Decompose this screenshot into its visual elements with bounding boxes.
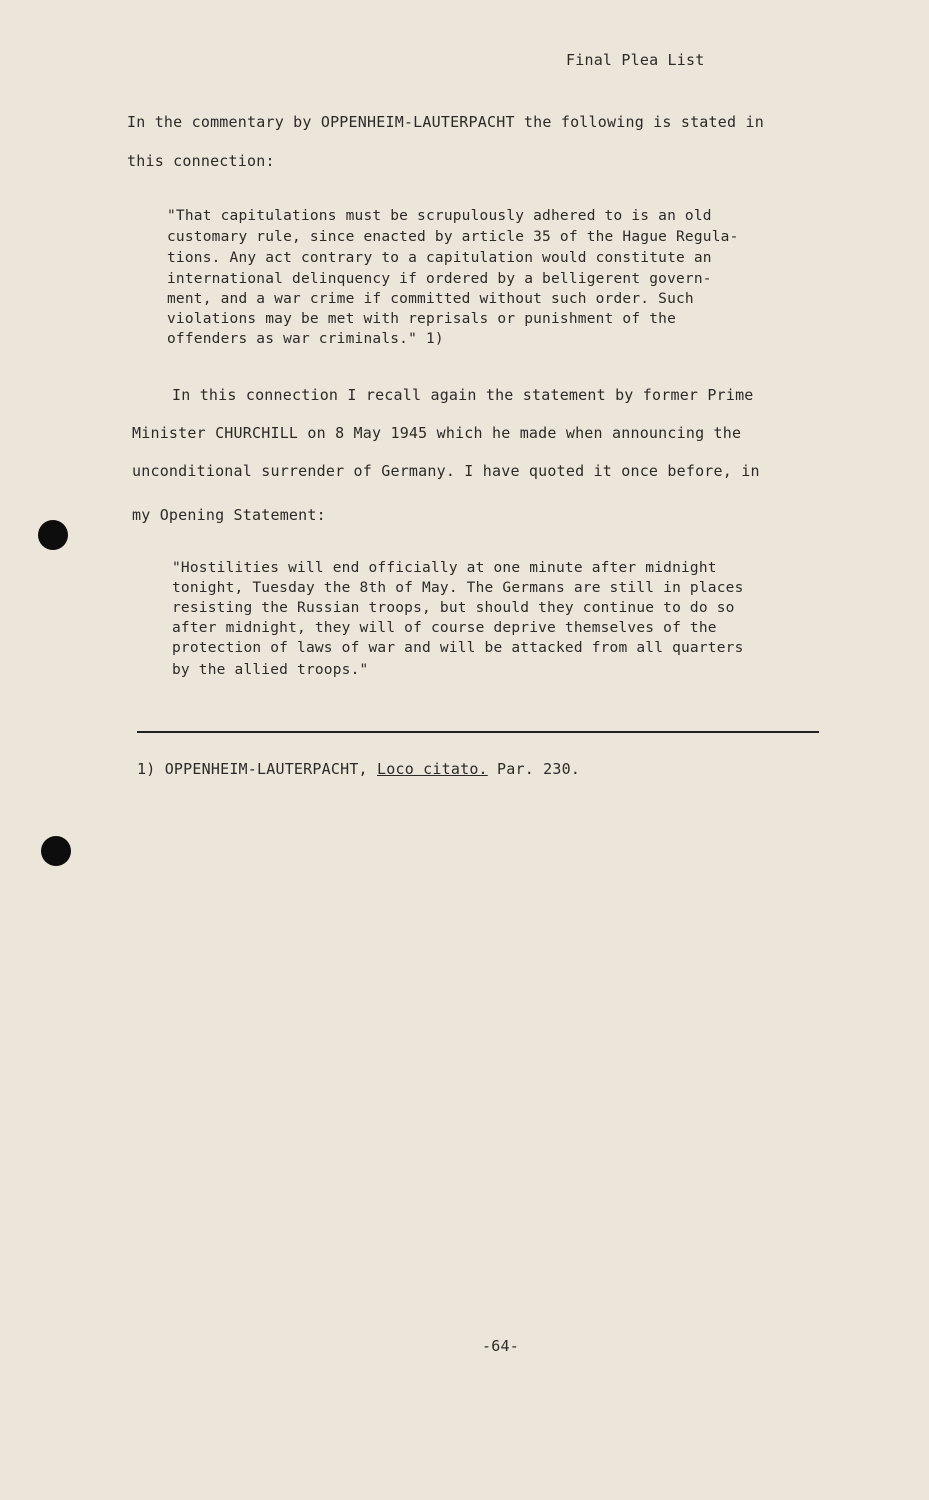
intro-line: In the commentary by OPPENHEIM-LAUTERPACHT the following is stated in [127,113,764,131]
footnote [137,760,580,778]
footnote-citation: Loco citato. [377,760,488,778]
quote-line: by the allied troops." [172,662,369,678]
page-number: -64- [482,1337,519,1355]
quote-line: offenders as war criminals." 1) [167,331,444,347]
intro-line: this connection: [127,152,275,170]
quote-line: resisting the Russian troops, but should they continue to do so [172,600,735,616]
page-header: Final Plea List [566,51,705,69]
quote-line: "That capitulations must be scrupulously adhered to is an old [167,208,712,224]
quote-line: violations may be met with reprisals or punishment of the [167,311,676,327]
quote-line: customary rule, since enacted by article 35 of the Hague Regula- [167,229,739,245]
paragraph-line: unconditional surrender of Germany. I have quoted it once before, in [132,462,760,480]
quote-line: international delinquency if ordered by a belligerent govern- [167,271,712,287]
quote-line: tonight, Tuesday the 8th of May. The Germans are still in places [172,580,744,596]
quote-line: protection of laws of war and will be attacked from all quarters [172,640,744,656]
quote-line: ment, and a war crime if committed without such order. Such [167,291,694,307]
footnote-author: OPPENHEIM-LAUTERPACHT, [164,760,368,778]
footnote-marker: 1) [137,760,156,778]
footnote-reference: Par. 230. [497,760,581,778]
quote-line: tions. Any act contrary to a capitulation would constitute an [167,250,712,266]
punch-hole-bottom [41,836,71,866]
quote-line: "Hostilities will end officially at one minute after midnight [172,560,717,576]
paragraph-line: my Opening Statement: [132,506,326,524]
paragraph-line: In this connection I recall again the statement by former Prime [172,386,754,404]
punch-hole-top [38,520,68,550]
footnote-divider [137,731,819,733]
paragraph-line: Minister CHURCHILL on 8 May 1945 which he made when announcing the [132,424,742,442]
quote-line: after midnight, they will of course deprive themselves of the [172,620,717,636]
